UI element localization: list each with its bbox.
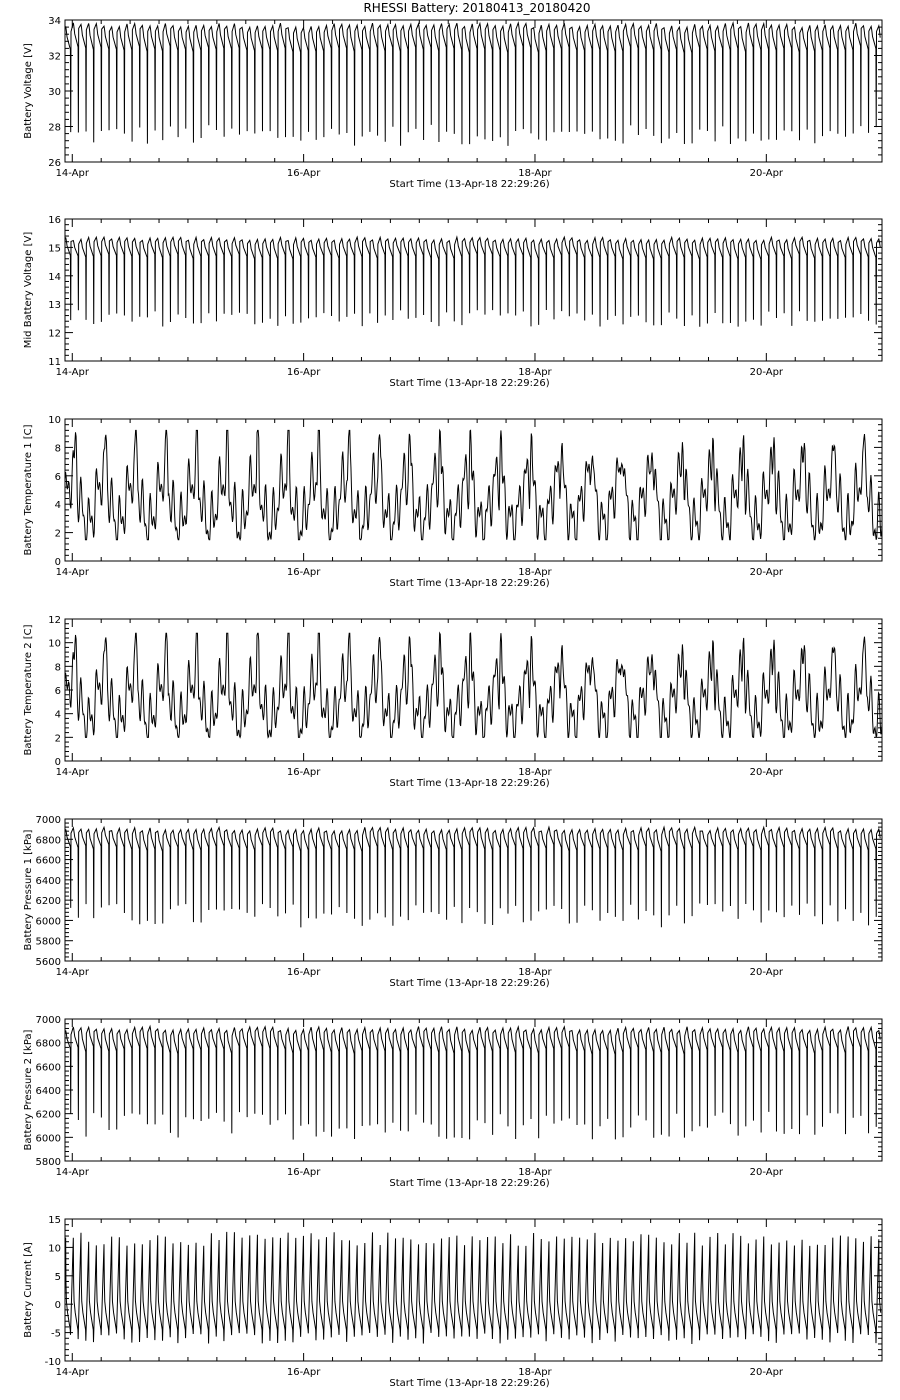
x-tick-label: 16-Apr: [286, 767, 321, 778]
plot-frame: [65, 819, 882, 961]
y-axis-title: Battery Pressure 1 [kPa]: [23, 829, 34, 951]
y-tick-label: 6800: [35, 835, 61, 847]
y-tick-label: 10: [48, 1243, 61, 1255]
x-tick-label: 14-Apr: [55, 967, 89, 978]
x-axis-title: Start Time (13-Apr-18 22:29:26): [389, 1178, 550, 1189]
y-tick-label: 7000: [35, 815, 61, 826]
y-tick-label: 5800: [35, 936, 61, 948]
y-tick-label: 28: [48, 122, 61, 134]
x-tick-label: 16-Apr: [286, 367, 321, 378]
x-tick-label: 20-Apr: [749, 1167, 784, 1178]
y-tick-label: 32: [48, 51, 61, 63]
y-axis-title: Battery Voltage [V]: [23, 43, 34, 139]
x-tick-label: 18-Apr: [518, 1367, 552, 1378]
y-tick-label: 6000: [35, 916, 61, 928]
series-line-battery-pressure-2: [66, 1026, 881, 1139]
y-tick-label: 6600: [35, 1062, 61, 1074]
x-tick-label: 18-Apr: [518, 767, 552, 778]
y-tick-label: 8: [54, 662, 61, 674]
plot-frame: [65, 20, 882, 162]
x-tick-label: 20-Apr: [749, 967, 784, 978]
y-tick-label: 0: [54, 757, 61, 768]
y-tick-label: 4: [54, 500, 61, 512]
panel-battery-temperature-2: [23, 615, 882, 789]
x-tick-label: 14-Apr: [55, 168, 89, 179]
y-tick-label: 6200: [35, 1109, 61, 1121]
x-axis-title: Start Time (13-Apr-18 22:29:26): [389, 778, 550, 789]
panel-mid-battery-voltage: [23, 215, 882, 389]
series-line-battery-temperature-1: [65, 430, 882, 539]
x-tick-label: 18-Apr: [518, 967, 552, 978]
y-tick-label: 34: [48, 16, 61, 27]
x-axis-title: Start Time (13-Apr-18 22:29:26): [389, 179, 550, 190]
x-tick-label: 16-Apr: [286, 1367, 321, 1378]
x-tick-label: 16-Apr: [286, 1167, 321, 1178]
x-tick-label: 20-Apr: [749, 767, 784, 778]
x-axis-title: Start Time (13-Apr-18 22:29:26): [389, 978, 550, 989]
y-tick-label: 30: [48, 87, 61, 98]
y-tick-label: 10: [48, 415, 61, 426]
y-tick-label: 2: [54, 733, 61, 745]
y-tick-label: 6600: [35, 855, 61, 867]
x-tick-label: 20-Apr: [749, 1367, 784, 1378]
y-tick-label: 5: [54, 1271, 61, 1283]
y-tick-label: 6800: [35, 1038, 61, 1050]
y-tick-label: 26: [48, 158, 61, 169]
y-tick-label: 7000: [35, 1015, 61, 1026]
y-tick-label: 15: [48, 1215, 61, 1226]
panel-battery-pressure-1: [23, 815, 882, 989]
x-tick-label: 20-Apr: [749, 567, 784, 578]
x-tick-label: 18-Apr: [518, 168, 552, 179]
x-tick-label: 16-Apr: [286, 168, 321, 179]
y-tick-label: 6: [54, 471, 61, 483]
x-axis-title: Start Time (13-Apr-18 22:29:26): [389, 1378, 550, 1389]
x-tick-label: 14-Apr: [55, 367, 89, 378]
y-axis-title: Mid Battery Voltage [V]: [23, 231, 34, 349]
x-tick-label: 20-Apr: [749, 168, 784, 179]
series-line-battery-temperature-2: [65, 633, 882, 737]
x-tick-label: 16-Apr: [286, 967, 321, 978]
y-tick-label: 16: [48, 215, 61, 226]
y-tick-label: 6400: [35, 1086, 61, 1097]
panel-battery-pressure-2: [23, 1015, 882, 1189]
y-tick-label: 5600: [35, 957, 61, 968]
y-tick-label: 6200: [35, 896, 61, 908]
y-tick-label: 6400: [35, 875, 61, 887]
x-tick-label: 14-Apr: [55, 1367, 89, 1378]
y-tick-label: 14: [48, 271, 61, 283]
plot-frame: [65, 1219, 882, 1361]
panel-battery-current: [23, 1215, 882, 1389]
y-tick-label: 0: [54, 1300, 61, 1312]
y-axis-title: Battery Temperature 1 [C]: [23, 424, 34, 556]
y-tick-label: 2: [54, 528, 61, 540]
series-line-battery-voltage: [66, 23, 881, 146]
y-axis-title: Battery Current [A]: [23, 1242, 34, 1338]
x-tick-label: 14-Apr: [55, 1167, 89, 1178]
x-tick-label: 18-Apr: [518, 1167, 552, 1178]
y-tick-label: 12: [48, 615, 61, 626]
x-tick-label: 14-Apr: [55, 567, 89, 578]
series-line-mid-battery-voltage: [66, 237, 881, 327]
panel-battery-voltage: [23, 16, 882, 190]
series-line-battery-current: [66, 1232, 881, 1344]
x-axis-title: Start Time (13-Apr-18 22:29:26): [389, 378, 550, 389]
x-tick-label: 18-Apr: [518, 367, 552, 378]
x-axis-title: Start Time (13-Apr-18 22:29:26): [389, 578, 550, 589]
y-tick-label: 6000: [35, 1133, 61, 1145]
y-tick-label: 5800: [35, 1157, 61, 1168]
series-line-battery-pressure-1: [66, 827, 881, 927]
y-axis-title: Battery Pressure 2 [kPa]: [23, 1029, 34, 1151]
y-axis-title: Battery Temperature 2 [C]: [23, 624, 34, 756]
panel-battery-temperature-1: [23, 415, 882, 589]
y-tick-label: 8: [54, 443, 61, 455]
chart-title: RHESSI Battery: 20180413_20180420: [363, 1, 591, 15]
y-tick-label: 6: [54, 686, 61, 697]
x-tick-label: 16-Apr: [286, 567, 321, 578]
y-tick-label: 13: [48, 300, 61, 312]
y-tick-label: 12: [48, 328, 61, 340]
x-tick-label: 18-Apr: [518, 567, 552, 578]
y-tick-label: 11: [48, 357, 61, 368]
x-tick-label: 14-Apr: [55, 767, 89, 778]
y-tick-label: -5: [51, 1328, 61, 1340]
x-tick-label: 20-Apr: [749, 367, 784, 378]
y-tick-label: 15: [48, 243, 61, 255]
y-tick-label: -10: [44, 1357, 61, 1368]
y-tick-label: 4: [54, 709, 61, 721]
y-tick-label: 10: [48, 638, 61, 650]
y-tick-label: 0: [54, 557, 61, 568]
